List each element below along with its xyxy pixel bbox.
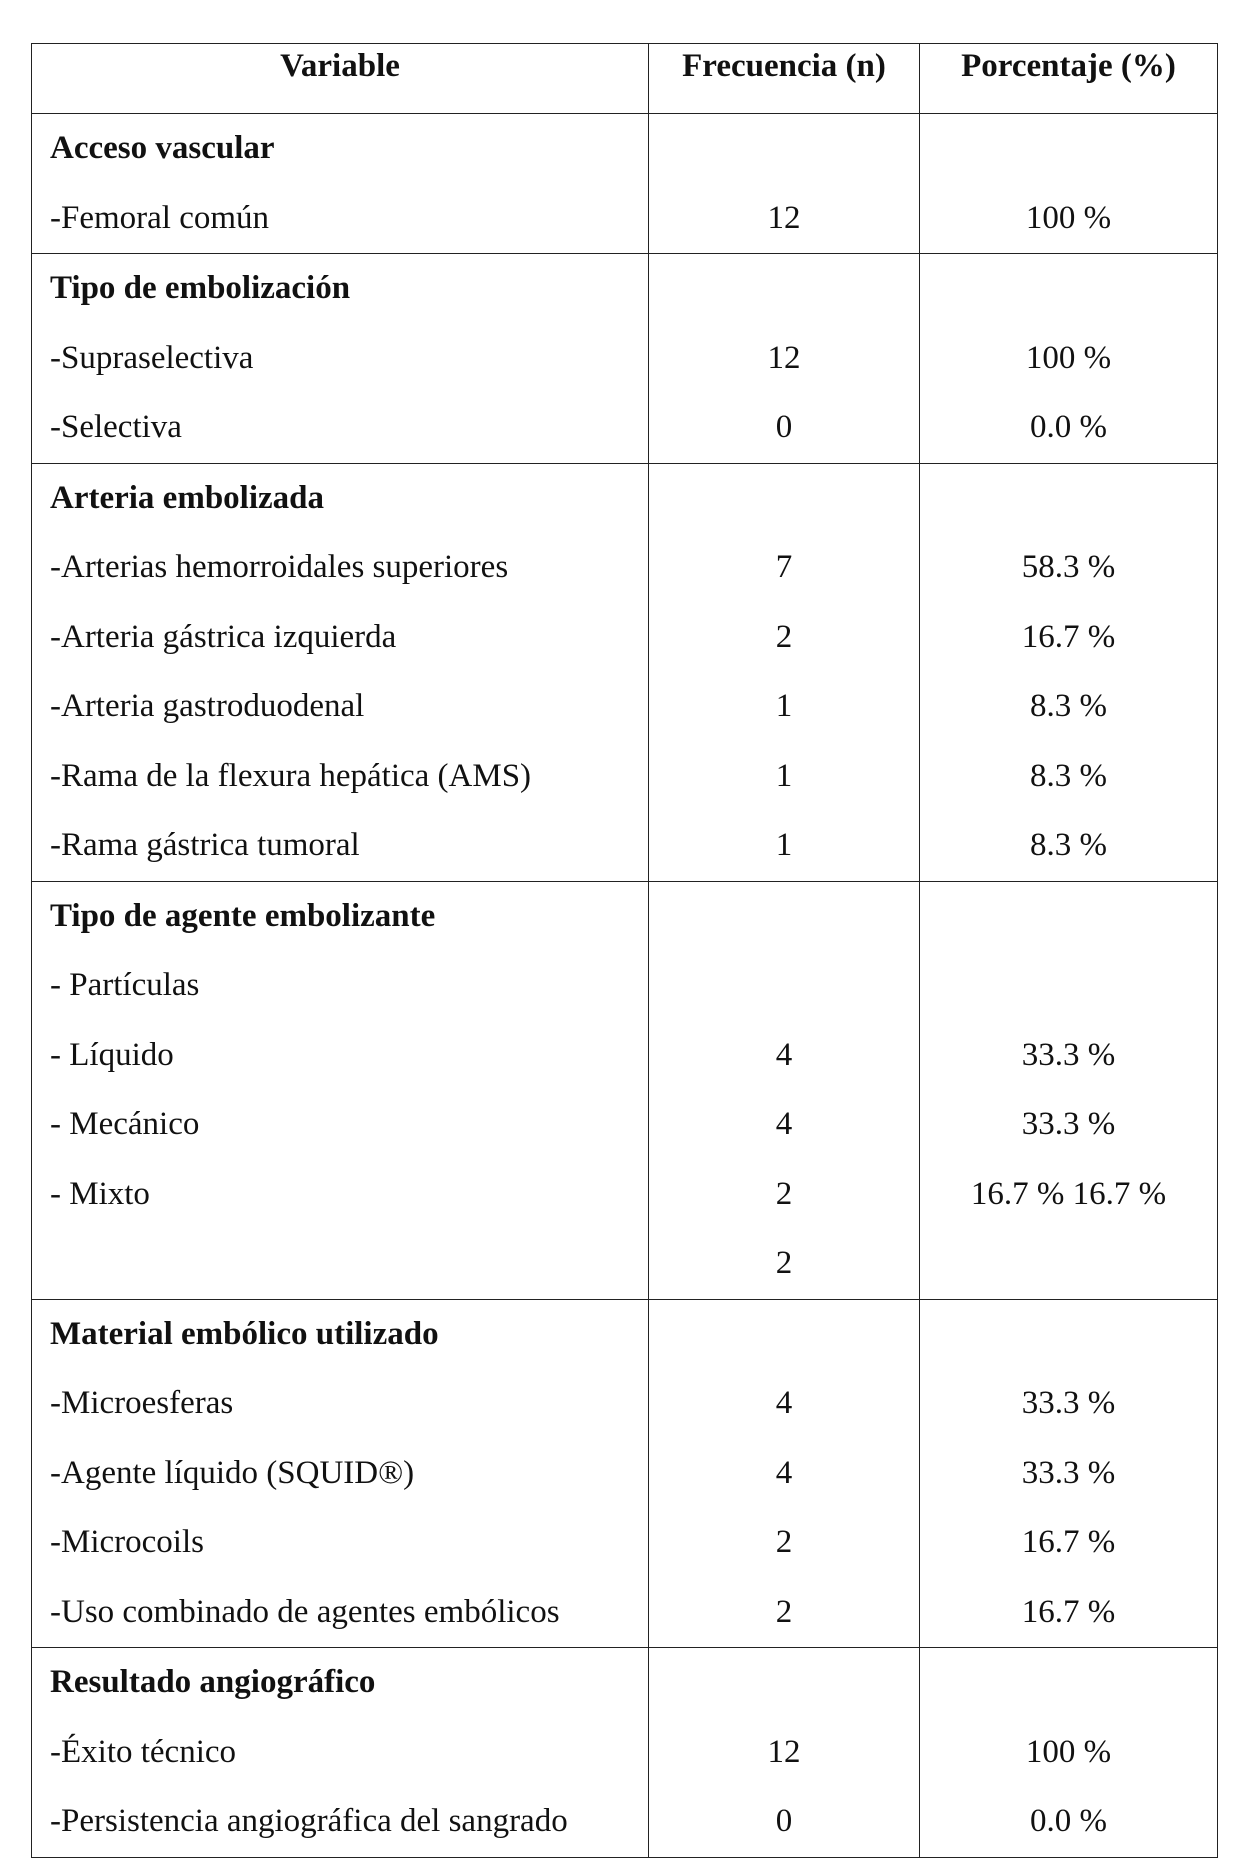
percentage-cell <box>920 254 1218 464</box>
percentage-value: 58.3 % <box>1021 549 1116 585</box>
frequency-value: 12 <box>767 339 801 376</box>
percentage-cell <box>920 1299 1218 1648</box>
percentage-cell <box>920 1648 1218 1858</box>
variable-label: -Rama de la flexura hepática (AMS) <box>50 757 532 794</box>
percentage-cell <box>920 881 1218 1299</box>
frequency-value: 0 <box>775 409 793 445</box>
frequency-cell <box>649 1648 920 1858</box>
frequency-value: 1 <box>775 757 793 794</box>
frequency-value: 2 <box>775 618 793 655</box>
section-title: Tipo de embolización <box>50 270 351 306</box>
percentage-value: 8.3 % <box>1030 688 1107 724</box>
variable-label: -Éxito técnico <box>50 1733 237 1770</box>
percentage-value: 16.7 % <box>1021 1593 1116 1630</box>
percentage-value: 16.7 % 16.7 % <box>970 1175 1167 1212</box>
header-variable: Variable <box>32 44 649 114</box>
section-arteria-embolizada <box>32 463 1218 881</box>
section-title: Resultado angiográfico <box>50 1664 376 1700</box>
variable-label: -Persistencia angiográfica del sangrado <box>50 1803 568 1839</box>
variable-label: - Mecánico <box>50 1106 200 1142</box>
percentage-cell <box>920 114 1218 254</box>
variable-cell <box>32 881 649 1299</box>
frequency-cell <box>649 114 920 254</box>
frequency-value: 4 <box>775 1036 793 1073</box>
percentage-value: 33.3 % <box>1021 1385 1116 1421</box>
variable-cell <box>32 1648 649 1858</box>
percentage-value: 100 % <box>1025 199 1112 236</box>
section-resultado-angiografico <box>32 1648 1218 1858</box>
frequency-value <box>649 951 919 1021</box>
header-frequency: Frecuencia (n) <box>649 44 920 114</box>
percentage-value <box>920 951 1217 1021</box>
section-acceso-vascular <box>32 114 1218 254</box>
variable-label: -Rama gástrica tumoral <box>50 827 360 863</box>
section-title: Material embólico utilizado <box>50 1315 439 1352</box>
variable-label: -Microcoils <box>50 1524 204 1560</box>
frequency-cell <box>649 463 920 881</box>
percentage-value: 16.7 % <box>1021 618 1116 655</box>
frequency-value: 4 <box>775 1454 793 1491</box>
percentage-cell <box>920 463 1218 881</box>
variable-label: - Partículas <box>50 967 200 1003</box>
variable-label: -Agente líquido (SQUID®) <box>50 1454 415 1491</box>
frequency-cell <box>649 1299 920 1648</box>
frequency-value: 4 <box>775 1385 793 1421</box>
variable-label: -Microesferas <box>50 1385 234 1421</box>
frequency-value: 2 <box>775 1524 793 1560</box>
percentage-value: 100 % <box>1025 339 1112 376</box>
frequency-value: 2 <box>775 1175 793 1212</box>
variable-cell <box>32 463 649 881</box>
variable-label: -Arterias hemorroidales superiores <box>50 549 509 585</box>
percentage-value: 0.0 % <box>1030 1803 1107 1839</box>
variable-label: - Líquido <box>50 1036 174 1073</box>
frequency-value: 4 <box>775 1106 793 1142</box>
table-row <box>32 254 1218 464</box>
variable-label: -Femoral común <box>50 199 270 236</box>
section-title: Arteria embolizada <box>50 479 325 516</box>
frequency-value: 1 <box>775 688 793 724</box>
section-title: Acceso vascular <box>50 130 275 166</box>
table-row <box>32 463 1218 881</box>
variable-label: -Arteria gástrica izquierda <box>50 618 397 655</box>
section-tipo-agente-embolizante <box>32 881 1218 1299</box>
variable-label: - Mixto <box>50 1175 150 1212</box>
frequency-value: 7 <box>775 549 793 585</box>
section-title: Tipo de agente embolizante <box>50 897 436 934</box>
frequency-value: 2 <box>775 1245 793 1281</box>
variable-cell <box>32 114 649 254</box>
percentage-value: 33.3 % <box>1021 1454 1116 1491</box>
variable-label: -Arteria gastroduodenal <box>50 688 365 724</box>
variable-cell <box>32 1299 649 1648</box>
results-table <box>31 43 1218 1858</box>
section-material-embolico <box>32 1299 1218 1648</box>
table-row <box>32 114 1218 254</box>
percentage-value: 33.3 % <box>1021 1036 1116 1073</box>
variable-label: -Uso combinado de agentes embólicos <box>50 1593 560 1630</box>
frequency-value: 12 <box>767 1733 801 1770</box>
table-row <box>32 1648 1218 1858</box>
frequency-value: 12 <box>767 199 801 236</box>
frequency-cell <box>649 881 920 1299</box>
table-row <box>32 1299 1218 1648</box>
frequency-value: 1 <box>775 827 793 863</box>
percentage-value: 33.3 % <box>1021 1106 1116 1142</box>
percentage-value: 100 % <box>1025 1733 1112 1770</box>
variable-label: -Supraselectiva <box>50 339 254 376</box>
percentage-value: 16.7 % <box>1021 1524 1116 1560</box>
table-row <box>32 881 1218 1299</box>
section-tipo-embolizacion <box>32 254 1218 464</box>
frequency-value: 0 <box>775 1803 793 1839</box>
header-percentage: Porcentaje (%) <box>920 44 1218 114</box>
table-header-row <box>32 44 1218 114</box>
frequency-value: 2 <box>775 1593 793 1630</box>
percentage-value: 8.3 % <box>1030 827 1107 863</box>
variable-cell <box>32 254 649 464</box>
percentage-value: 8.3 % <box>1030 757 1107 794</box>
percentage-value: 0.0 % <box>1030 409 1107 445</box>
variable-label: -Selectiva <box>50 409 182 445</box>
frequency-cell <box>649 254 920 464</box>
